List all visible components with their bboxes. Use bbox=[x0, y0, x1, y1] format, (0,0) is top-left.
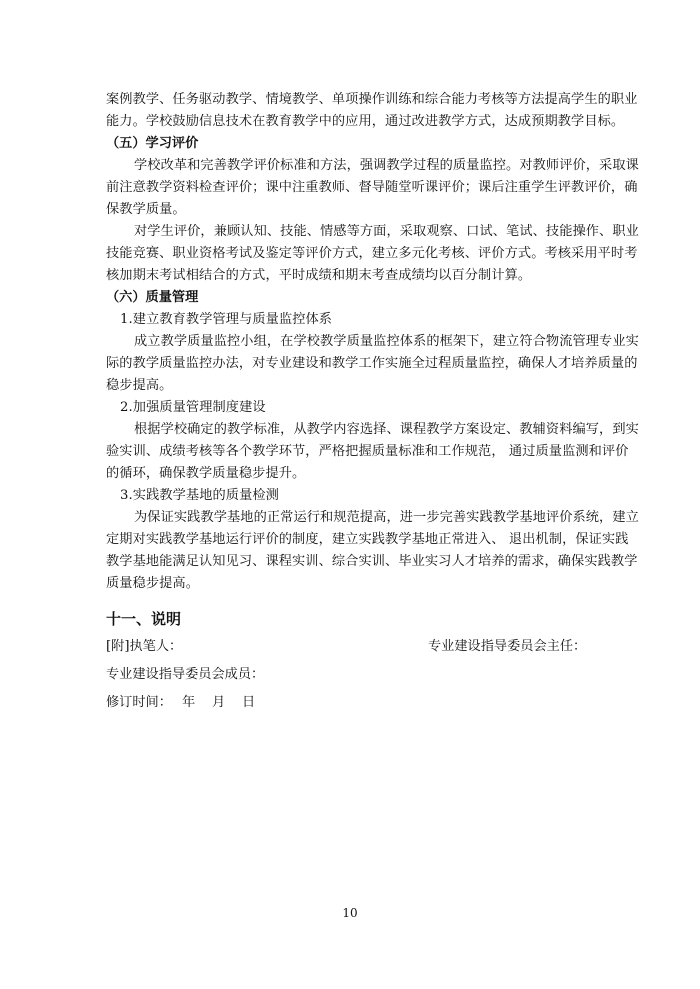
body-line: 际的教学质量监控办法，对专业建设和教学工作实施全过程质量监控，确保人才培养质量的 bbox=[106, 356, 638, 371]
body-line: 核加期末考试相结合的方式，平时成绩和期末考查成绩均以百分制计算。 bbox=[106, 268, 532, 283]
body-line: 的循环，确保教学质量稳步提升。 bbox=[106, 466, 306, 481]
page-number: 10 bbox=[342, 906, 358, 920]
revision-date-label: 修订时间： bbox=[106, 695, 172, 710]
body-line: 验实训、成绩考核等各个教学环节，严格把握质量标准和工作规范， 通过质量监测和评价 bbox=[106, 444, 629, 459]
body-line: 稳步提高。 bbox=[106, 378, 173, 393]
body-line: 学校改革和完善教学评价标准和方法，强调教学过程的质量监控。对教师评价，采取课 bbox=[134, 158, 639, 173]
body-line: 定期对实践教学基地运行评价的制度，建立实践教学基地正常进入、 退出机制，保证实践 bbox=[106, 532, 629, 547]
day-label: 日 bbox=[242, 695, 256, 710]
body-line: 对学生评价，兼顾认知、技能、情感等方面，采取观察、口试、笔试、技能操作、职业 bbox=[134, 224, 639, 239]
members-label: 专业建设指导委员会成员： bbox=[106, 667, 265, 682]
body-line: 前注意教学资料检查评价；课中注重教师、督导随堂听课评价；课后注重学生评教评价，确 bbox=[106, 180, 638, 195]
body-line: 为保证实践教学基地的正常运行和规范提高，进一步完善实践教学基地评价系统，建立 bbox=[134, 510, 639, 525]
body-line: 技能竞赛、职业资格考试及鉴定等评价方式，建立多元化考核、评价方式。考核采用平时考 bbox=[106, 246, 638, 261]
section-title-notes: 十一、说明 bbox=[106, 610, 182, 628]
body-line: 案例教学、任务驱动教学、情境教学、单项操作训练和综合能力考核等方法提高学生的职业 bbox=[106, 92, 638, 107]
body-line: 保教学质量。 bbox=[106, 202, 186, 217]
subsection-title: 1.建立教育教学管理与质量监控体系 bbox=[120, 312, 333, 327]
body-line: 能力。学校鼓励信息技术在教育教学中的应用，通过改进教学方式，达成预期教学目标。 bbox=[106, 114, 625, 129]
director-label: 专业建设指导委员会主任： bbox=[428, 639, 587, 654]
section-heading-quality-management: （六）质量管理 bbox=[106, 290, 199, 305]
subsection-title: 2.加强质量管理制度建设 bbox=[120, 400, 266, 415]
body-line: 根据学校确定的教学标准，从教学内容选择、课程教学方案设定、教辅资料编写，到实 bbox=[134, 422, 639, 437]
month-label: 月 bbox=[212, 695, 226, 710]
body-line: 教学基地能满足认知见习、课程实训、综合实训、毕业实习人才培养的需求，确保实践教学 bbox=[106, 554, 638, 569]
body-line: 质量稳步提高。 bbox=[106, 576, 200, 591]
year-label: 年 bbox=[182, 695, 196, 710]
subsection-title: 3.实践教学基地的质量检测 bbox=[120, 488, 279, 503]
body-line: 成立教学质量监控小组，在学校教学质量监控体系的框架下，建立符合物流管理专业实 bbox=[134, 334, 639, 349]
section-heading-learning-evaluation: （五）学习评价 bbox=[106, 136, 199, 151]
writer-label: [附]执笔人： bbox=[106, 639, 183, 654]
